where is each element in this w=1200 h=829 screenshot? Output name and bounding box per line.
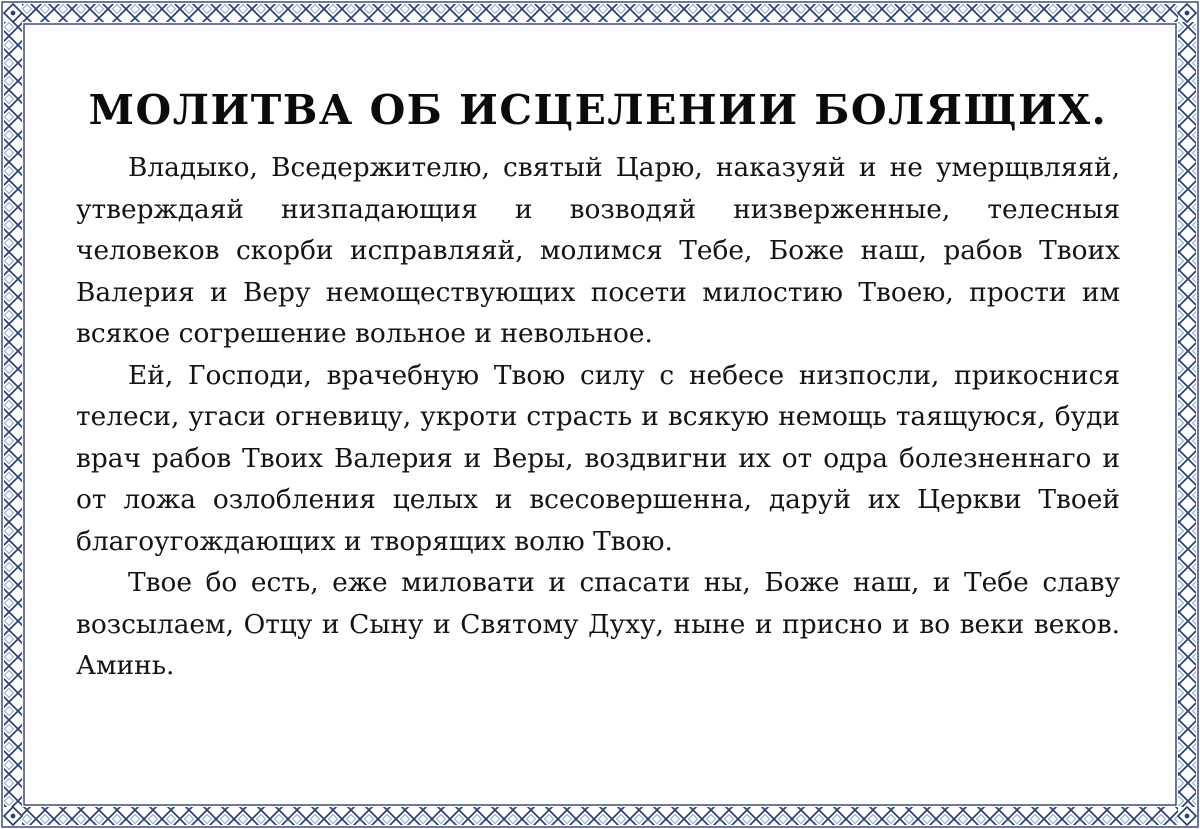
- paragraph-2: Ей, Господи, врачебную Твою силу с небесе низпосли, прикоснися телеси, угаси огневицу, укроти страсть и всякую немощь таящуюся, буди врач рабов Твоих Валерия и Веры, воздвигни их от одра болезненнаго и от ложа озлобления целых и всесовершенна, даруй их Церкви Твоей благоугождающих и творящих волю Твою.: [76, 359, 1120, 557]
- paragraph-3: Твое бо есть, еже миловати и спасати ны, Боже наш, и Тебе славу возсылаем, Отцу и Сыну и Святому Духу, ныне и присно и во веки веков. Аминь.: [76, 567, 1120, 682]
- paragraph-1: Владыко, Вседержителю, святый Царю, наказуяй и не умерщвляяй, утверждаяй низпадающия и возводяй низверженные, телесныя человеков скорби исправляяй, молимся Тебе, Боже наш, рабов Твоих Валерия и Веру немоществующих посети милостию Твоею, прости им всякое согрешение вольное и невольное.: [76, 152, 1120, 350]
- prayer-title: МОЛИТВА ОБ ИСЦЕЛЕНИИ БОЛЯЩИХ.: [88, 86, 1108, 134]
- prayer-text-block: [76, 88, 1120, 768]
